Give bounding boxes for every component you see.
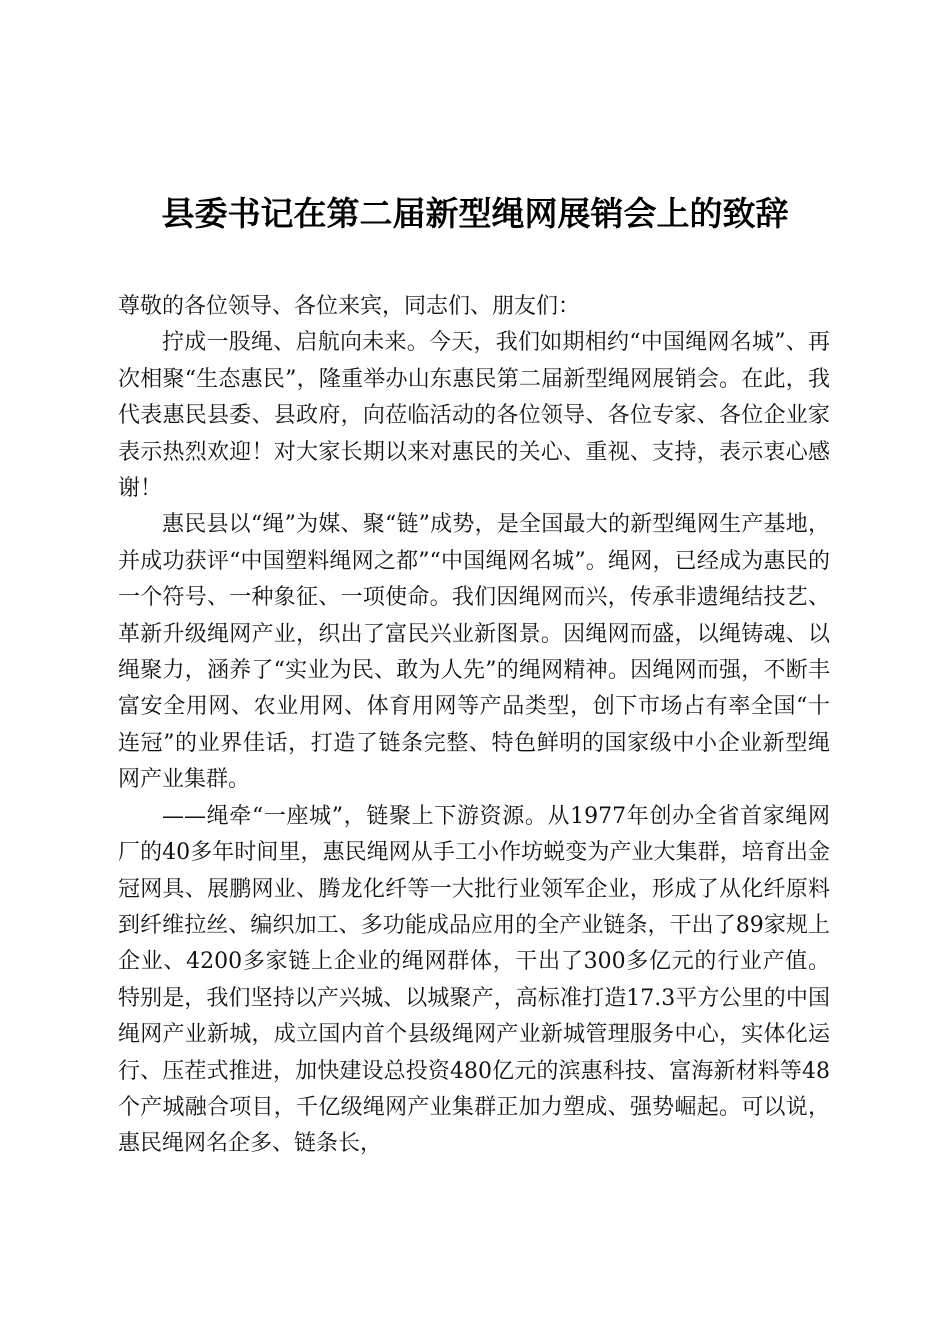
paragraph: 惠民县以“绳”为媒、聚“链”成势，是全国最大的新型绳网生产基地，并成功获评“中国塑料绳网之都”“中国绳网名城”。绳网，已经成为惠民的一个符号、一种象征、一项使命。我们因绳网而兴，传承非遗绳结技艺、革新升级绳网产业，织出了富民兴业新图景。因绳网而盛，以绳铸魂、以绳聚力，涵养了“实业为民、敢为人先”的绳网精神。因绳网而强，不断丰富安全用网、农业用网、体育用网等产品类型，创下市场占有率全国“十连冠”的业界佳话，打造了链条完整、特色鲜明的国家级中小企业新型绳网产业集群。 (118, 512, 830, 793)
salutation: 尊敬的各位领导、各位来宾，同志们、朋友们： (118, 294, 581, 319)
paragraph: ——绳牵“一座城”，链聚上下游资源。从1977年创办全省首家绳网厂的40多年时间里，惠民绳网从手工小作坊蜕变为产业大集群，培育出金冠网具、展鹏网业、腾龙化纤等一大批行业领军企业，形成了从化纤原料到纤维拉丝、编织加工、多功能成品应用的全产业链条，干出了89家规上企业、4200多家链上企业的绳网群体，干出了300多亿元的行业产值。特别是，我们坚持以产兴城、以城聚产，高标准打造17.3平方公里的中国绳网产业新城，成立国内首个县级绳网产业新城管理服务中心，实体化运行、压茬式推进，加快建设总投资480亿元的滨惠科技、富海新材料等48个产城融合项目，千亿级绳网产业集群正加力塑成、强势崛起。可以说，惠民绳网名企多、链条长， (118, 803, 830, 1157)
paragraph: 拧成一股绳、启航向未来。今天，我们如期相约“中国绳网名城”、再次相聚“生态惠民”，隆重举办山东惠民第二届新型绳网展销会。在此，我代表惠民县委、县政府，向莅临活动的各位领导、各位专家、各位企业家表示热烈欢迎！对大家长期以来对惠民的关心、重视、支持，表示衷心感谢！ (118, 330, 830, 502)
document-body (118, 289, 830, 1163)
document-title: 县委书记在第二届新型绳网展销会上的致辞 (161, 194, 789, 233)
